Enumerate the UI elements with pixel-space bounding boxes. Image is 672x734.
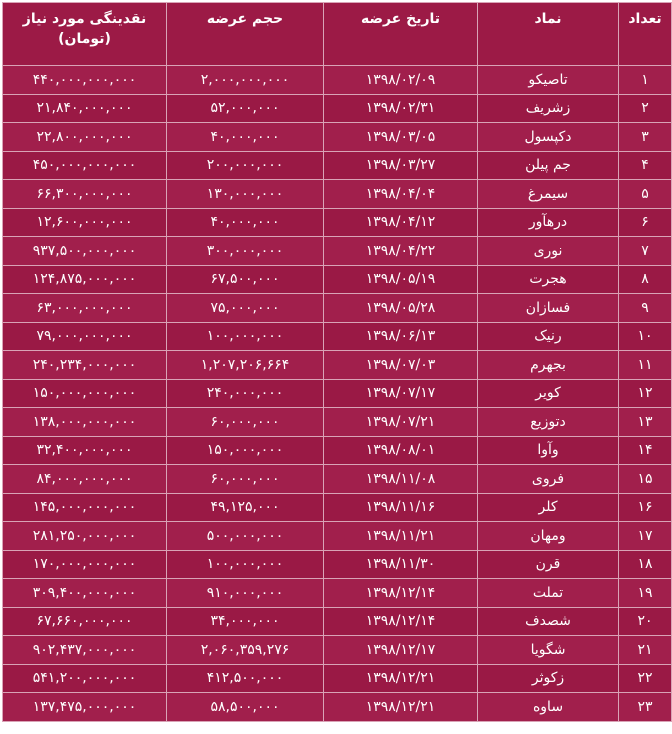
cell-index: ۱۶ bbox=[619, 493, 672, 522]
cell-date: ۱۳۹۸/۰۸/۰۱ bbox=[324, 436, 478, 465]
cell-index: ۱۱ bbox=[619, 351, 672, 380]
cell-index: ۱۰ bbox=[619, 322, 672, 351]
cell-symbol: دکپسول bbox=[478, 123, 619, 152]
cell-date: ۱۳۹۸/۱۲/۱۴ bbox=[324, 607, 478, 636]
table-row bbox=[3, 151, 672, 180]
cell-volume: ۳۴,۰۰۰,۰۰۰ bbox=[167, 607, 324, 636]
ipo-table bbox=[2, 2, 672, 722]
cell-volume: ۱۰۰,۰۰۰,۰۰۰ bbox=[167, 322, 324, 351]
cell-date: ۱۳۹۸/۰۲/۳۱ bbox=[324, 94, 478, 123]
cell-symbol: ومهان bbox=[478, 522, 619, 551]
header-date: تاریخ عرضه bbox=[324, 3, 478, 66]
cell-volume: ۴۹,۱۲۵,۰۰۰ bbox=[167, 493, 324, 522]
cell-volume: ۲۴۰,۰۰۰,۰۰۰ bbox=[167, 379, 324, 408]
table-row bbox=[3, 465, 672, 494]
cell-volume: ۱۰۰,۰۰۰,۰۰۰ bbox=[167, 550, 324, 579]
cell-date: ۱۳۹۸/۰۷/۰۳ bbox=[324, 351, 478, 380]
cell-date: ۱۳۹۸/۰۳/۰۵ bbox=[324, 123, 478, 152]
cell-index: ۱۴ bbox=[619, 436, 672, 465]
cell-symbol: جم پیلن bbox=[478, 151, 619, 180]
cell-volume: ۲,۰۰۰,۰۰۰,۰۰۰ bbox=[167, 66, 324, 95]
cell-liquidity: ۱۲۴,۸۷۵,۰۰۰,۰۰۰ bbox=[3, 265, 167, 294]
cell-date: ۱۳۹۸/۰۴/۲۲ bbox=[324, 237, 478, 266]
header-liquidity: نقدینگی مورد نیاز (تومان) bbox=[3, 3, 167, 66]
table-row bbox=[3, 379, 672, 408]
cell-liquidity: ۱۵۰,۰۰۰,۰۰۰,۰۰۰ bbox=[3, 379, 167, 408]
cell-date: ۱۳۹۸/۰۵/۲۸ bbox=[324, 294, 478, 323]
table-row bbox=[3, 208, 672, 237]
cell-index: ۱۷ bbox=[619, 522, 672, 551]
cell-date: ۱۳۹۸/۰۵/۱۹ bbox=[324, 265, 478, 294]
cell-date: ۱۳۹۸/۱۲/۱۷ bbox=[324, 636, 478, 665]
cell-symbol: فروی bbox=[478, 465, 619, 494]
cell-index: ۶ bbox=[619, 208, 672, 237]
cell-liquidity: ۱۳۷,۴۷۵,۰۰۰,۰۰۰ bbox=[3, 693, 167, 722]
cell-volume: ۴۱۲,۵۰۰,۰۰۰ bbox=[167, 664, 324, 693]
cell-index: ۱۵ bbox=[619, 465, 672, 494]
cell-volume: ۴۰,۰۰۰,۰۰۰ bbox=[167, 123, 324, 152]
cell-liquidity: ۱۴۵,۰۰۰,۰۰۰,۰۰۰ bbox=[3, 493, 167, 522]
cell-volume: ۶۰,۰۰۰,۰۰۰ bbox=[167, 408, 324, 437]
cell-liquidity: ۷۹,۰۰۰,۰۰۰,۰۰۰ bbox=[3, 322, 167, 351]
cell-index: ۱۹ bbox=[619, 579, 672, 608]
cell-symbol: بجهرم bbox=[478, 351, 619, 380]
cell-symbol: شصدف bbox=[478, 607, 619, 636]
cell-index: ۱ bbox=[619, 66, 672, 95]
cell-symbol: رنیک bbox=[478, 322, 619, 351]
cell-date: ۱۳۹۸/۰۶/۱۳ bbox=[324, 322, 478, 351]
cell-liquidity: ۱۲,۶۰۰,۰۰۰,۰۰۰ bbox=[3, 208, 167, 237]
cell-volume: ۴۰,۰۰۰,۰۰۰ bbox=[167, 208, 324, 237]
cell-liquidity: ۹۳۷,۵۰۰,۰۰۰,۰۰۰ bbox=[3, 237, 167, 266]
cell-date: ۱۳۹۸/۱۱/۳۰ bbox=[324, 550, 478, 579]
table-row bbox=[3, 522, 672, 551]
cell-index: ۷ bbox=[619, 237, 672, 266]
cell-volume: ۶۷,۵۰۰,۰۰۰ bbox=[167, 265, 324, 294]
cell-symbol: وآوا bbox=[478, 436, 619, 465]
table-row bbox=[3, 664, 672, 693]
cell-volume: ۱,۲۰۷,۲۰۶,۶۶۴ bbox=[167, 351, 324, 380]
cell-liquidity: ۱۷۰,۰۰۰,۰۰۰,۰۰۰ bbox=[3, 550, 167, 579]
cell-liquidity: ۶۶,۳۰۰,۰۰۰,۰۰۰ bbox=[3, 180, 167, 209]
cell-symbol: دتوزیع bbox=[478, 408, 619, 437]
cell-liquidity: ۹۰۲,۴۳۷,۰۰۰,۰۰۰ bbox=[3, 636, 167, 665]
cell-volume: ۷۵,۰۰۰,۰۰۰ bbox=[167, 294, 324, 323]
table-row bbox=[3, 322, 672, 351]
cell-index: ۹ bbox=[619, 294, 672, 323]
table-row bbox=[3, 693, 672, 722]
cell-index: ۸ bbox=[619, 265, 672, 294]
cell-index: ۲۳ bbox=[619, 693, 672, 722]
table-row bbox=[3, 436, 672, 465]
table-row bbox=[3, 265, 672, 294]
cell-liquidity: ۶۳,۰۰۰,۰۰۰,۰۰۰ bbox=[3, 294, 167, 323]
cell-symbol: نوری bbox=[478, 237, 619, 266]
cell-symbol: درهآور bbox=[478, 208, 619, 237]
cell-index: ۲۱ bbox=[619, 636, 672, 665]
cell-volume: ۲۰۰,۰۰۰,۰۰۰ bbox=[167, 151, 324, 180]
table-row bbox=[3, 180, 672, 209]
table-row bbox=[3, 408, 672, 437]
cell-liquidity: ۵۴۱,۲۰۰,۰۰۰,۰۰۰ bbox=[3, 664, 167, 693]
table-row bbox=[3, 123, 672, 152]
cell-date: ۱۳۹۸/۰۷/۱۷ bbox=[324, 379, 478, 408]
cell-index: ۲۰ bbox=[619, 607, 672, 636]
table-row bbox=[3, 66, 672, 95]
cell-symbol: قرن bbox=[478, 550, 619, 579]
cell-date: ۱۳۹۸/۱۲/۱۴ bbox=[324, 579, 478, 608]
cell-index: ۵ bbox=[619, 180, 672, 209]
cell-symbol: هجرت bbox=[478, 265, 619, 294]
cell-index: ۴ bbox=[619, 151, 672, 180]
cell-date: ۱۳۹۸/۰۷/۲۱ bbox=[324, 408, 478, 437]
cell-symbol: زکوثر bbox=[478, 664, 619, 693]
table-row bbox=[3, 550, 672, 579]
table-row bbox=[3, 493, 672, 522]
table-row bbox=[3, 607, 672, 636]
cell-date: ۱۳۹۸/۱۲/۲۱ bbox=[324, 693, 478, 722]
cell-liquidity: ۴۵۰,۰۰۰,۰۰۰,۰۰۰ bbox=[3, 151, 167, 180]
cell-liquidity: ۸۴,۰۰۰,۰۰۰,۰۰۰ bbox=[3, 465, 167, 494]
table-row bbox=[3, 351, 672, 380]
table-header bbox=[3, 3, 672, 66]
cell-index: ۱۲ bbox=[619, 379, 672, 408]
table-row bbox=[3, 294, 672, 323]
cell-date: ۱۳۹۸/۱۱/۲۱ bbox=[324, 522, 478, 551]
cell-index: ۱۸ bbox=[619, 550, 672, 579]
cell-volume: ۳۰۰,۰۰۰,۰۰۰ bbox=[167, 237, 324, 266]
cell-symbol: تملت bbox=[478, 579, 619, 608]
cell-symbol: فسازان bbox=[478, 294, 619, 323]
cell-liquidity: ۲۱,۸۴۰,۰۰۰,۰۰۰ bbox=[3, 94, 167, 123]
cell-date: ۱۳۹۸/۱۱/۰۸ bbox=[324, 465, 478, 494]
cell-volume: ۶۰,۰۰۰,۰۰۰ bbox=[167, 465, 324, 494]
cell-date: ۱۳۹۸/۰۴/۱۲ bbox=[324, 208, 478, 237]
cell-liquidity: ۴۴۰,۰۰۰,۰۰۰,۰۰۰ bbox=[3, 66, 167, 95]
cell-symbol: شگویا bbox=[478, 636, 619, 665]
cell-liquidity: ۲۴۰,۲۳۴,۰۰۰,۰۰۰ bbox=[3, 351, 167, 380]
cell-symbol: ساوه bbox=[478, 693, 619, 722]
cell-liquidity: ۳۰۹,۴۰۰,۰۰۰,۰۰۰ bbox=[3, 579, 167, 608]
cell-symbol: سیمرغ bbox=[478, 180, 619, 209]
cell-index: ۱۳ bbox=[619, 408, 672, 437]
cell-volume: ۱۵۰,۰۰۰,۰۰۰ bbox=[167, 436, 324, 465]
cell-liquidity: ۱۳۸,۰۰۰,۰۰۰,۰۰۰ bbox=[3, 408, 167, 437]
cell-date: ۱۳۹۸/۰۲/۰۹ bbox=[324, 66, 478, 95]
cell-volume: ۵۲,۰۰۰,۰۰۰ bbox=[167, 94, 324, 123]
table-row bbox=[3, 94, 672, 123]
cell-liquidity: ۲۸۱,۲۵۰,۰۰۰,۰۰۰ bbox=[3, 522, 167, 551]
table-body bbox=[3, 66, 672, 722]
cell-symbol: کویر bbox=[478, 379, 619, 408]
cell-symbol: زشریف bbox=[478, 94, 619, 123]
cell-symbol: کلر bbox=[478, 493, 619, 522]
cell-volume: ۲,۰۶۰,۳۵۹,۲۷۶ bbox=[167, 636, 324, 665]
cell-index: ۲ bbox=[619, 94, 672, 123]
cell-index: ۲۲ bbox=[619, 664, 672, 693]
cell-date: ۱۳۹۸/۱۲/۲۱ bbox=[324, 664, 478, 693]
ipo-table-container bbox=[2, 2, 666, 722]
cell-volume: ۹۱۰,۰۰۰,۰۰۰ bbox=[167, 579, 324, 608]
cell-liquidity: ۲۲,۸۰۰,۰۰۰,۰۰۰ bbox=[3, 123, 167, 152]
cell-symbol: تاصیکو bbox=[478, 66, 619, 95]
cell-volume: ۵۰۰,۰۰۰,۰۰۰ bbox=[167, 522, 324, 551]
cell-date: ۱۳۹۸/۱۱/۱۶ bbox=[324, 493, 478, 522]
cell-liquidity: ۶۷,۶۶۰,۰۰۰,۰۰۰ bbox=[3, 607, 167, 636]
table-row bbox=[3, 579, 672, 608]
header-volume: حجم عرضه bbox=[167, 3, 324, 66]
header-symbol: نماد bbox=[478, 3, 619, 66]
header-index: تعداد bbox=[619, 3, 672, 66]
table-row bbox=[3, 237, 672, 266]
cell-volume: ۵۸,۵۰۰,۰۰۰ bbox=[167, 693, 324, 722]
cell-liquidity: ۳۲,۴۰۰,۰۰۰,۰۰۰ bbox=[3, 436, 167, 465]
header-row bbox=[3, 3, 672, 66]
cell-date: ۱۳۹۸/۰۳/۲۷ bbox=[324, 151, 478, 180]
cell-index: ۳ bbox=[619, 123, 672, 152]
table-row bbox=[3, 636, 672, 665]
cell-volume: ۱۳۰,۰۰۰,۰۰۰ bbox=[167, 180, 324, 209]
cell-date: ۱۳۹۸/۰۴/۰۴ bbox=[324, 180, 478, 209]
